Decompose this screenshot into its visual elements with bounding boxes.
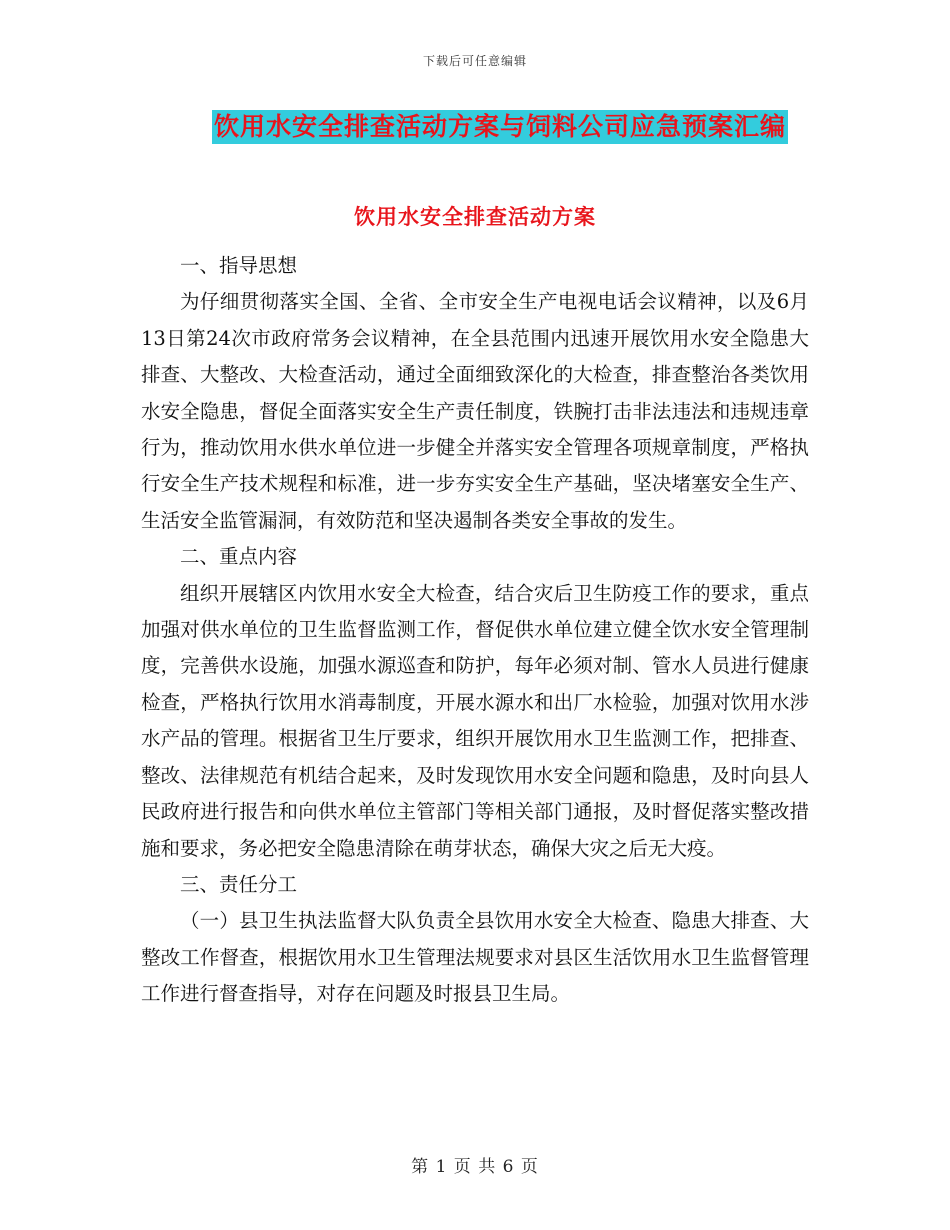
- page-header-note: 下载后可任意编辑: [422, 54, 527, 68]
- paragraph-guiding-ideology: 为仔细贯彻落实全国、全省、全市安全生产电视电话会议精神，以及6月13日第24次市政府常务会议精神，在全县范围内迅速开展饮用水安全隐患大排查、大整改、大检查活动，通过全面细致深化的大检查，排查整治各类饮用水安全隐患，督促全面落实安全生产责任制度，铁腕打击非法违法和违规违章行为，推动饮用水供水单位进一步健全并落实安全管理各项规章制度，严格执行安全生产技术规程和标准，进一步夯实安全生产基础，坚决堵塞安全生产、生活安全监管漏洞，有效防范和坚决遏制各类安全事故的发生。: [141, 290, 809, 532]
- heading-responsibility: 三、责任分工: [180, 872, 298, 896]
- heading-key-content: 二、重点内容: [180, 545, 298, 569]
- paragraph-key-content: 组织开展辖区内饮用水安全大检查，结合灾后卫生防疫工作的要求，重点加强对供水单位的卫生监督监测工作，督促供水单位建立健全饮水安全管理制度，完善供水设施，加强水源巡查和防护，每年必须对制、管水人员进行健康检查，严格执行饮用水消毒制度，开展水源水和出厂水检验，加强对饮用水涉水产品的管理。根据省卫生厅要求，组织开展饮用水卫生监测工作，把排查、整改、法律规范有机结合起来，及时发现饮用水安全问题和隐患，及时向县人民政府进行报告和向供水单位主管部门等相关部门通报，及时督促落实整改措施和要求，务必把安全隐患清除在萌芽状态，确保大灾之后无大疫。: [141, 581, 809, 860]
- page-number: 第 1 页 共 6 页: [411, 1157, 539, 1177]
- document-body: [141, 248, 809, 1013]
- document-title-container: [0, 110, 950, 144]
- section-title: 饮用水安全排查活动方案: [354, 205, 596, 229]
- document-title: 饮用水安全排查活动方案与饲料公司应急预案汇编: [212, 110, 788, 144]
- heading-guiding-ideology: 一、指导思想: [180, 254, 298, 277]
- paragraph-responsibility-1: （一）县卫生执法监督大队负责全县饮用水安全大检查、隐患大排查、大整改工作督查，根据饮用水卫生管理法规要求对县区生活饮用水卫生监督管理工作进行督查指导，对存在问题及时报县卫生局。: [141, 909, 809, 1006]
